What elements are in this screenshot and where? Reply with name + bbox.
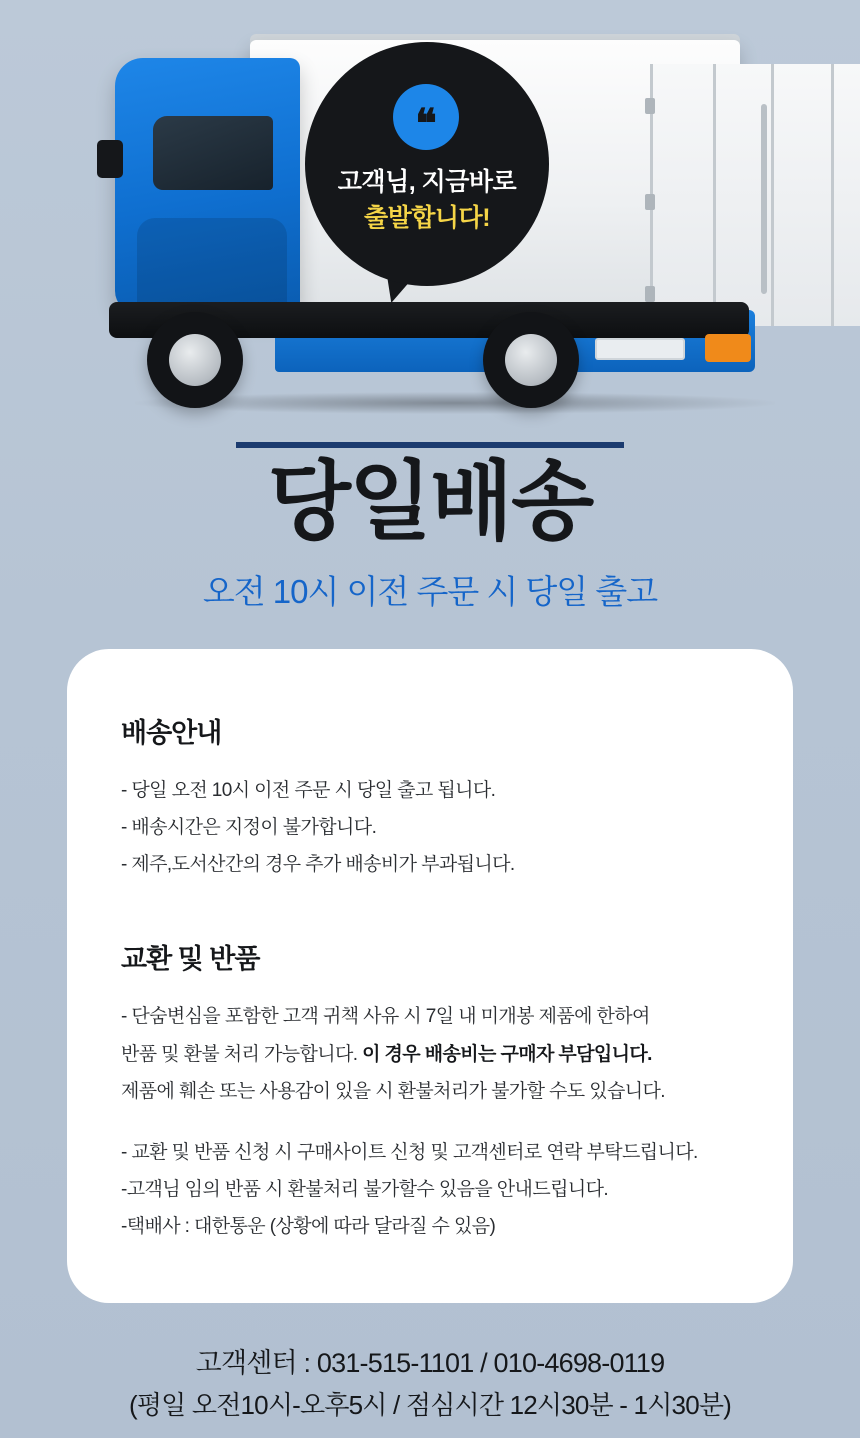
door-lock-bar <box>761 104 767 294</box>
tail-lamp-right <box>705 334 751 362</box>
door-hinge <box>645 98 655 114</box>
exchange-line-3: 제품에 훼손 또는 사용감이 있을 시 환불처리가 불가할 수도 있습니다. <box>121 1080 665 1102</box>
footer-contact <box>0 1343 860 1425</box>
shipping-line-1: - 당일 오전 10시 이전 주문 시 당일 출고 됩니다. <box>121 780 496 802</box>
windshield <box>153 116 273 190</box>
exchange-line-2-bold: 이 경우 배송비는 구매자 부담입니다. <box>362 1043 652 1065</box>
side-mirror <box>97 140 123 178</box>
exchange-line-5: -고객님 임의 반품 시 환불처리 불가할수 있음을 안내드립니다. <box>121 1178 609 1200</box>
shipping-line-2: - 배송시간은 지정이 불가합니다. <box>121 817 377 839</box>
info-card <box>67 649 793 1302</box>
door-seam <box>831 64 834 326</box>
page-subtitle: 오전 10시 이전 주문 시 당일 출고 <box>202 573 658 611</box>
exchange-line-1: - 단숨변심을 포함한 고객 귀책 사유 시 7일 내 미개봉 제품에 한하여 <box>121 1006 650 1028</box>
section-heading-shipping: 배송안내 <box>121 718 222 749</box>
page-title: 당일배송 <box>267 454 593 550</box>
paragraph-gap <box>121 1110 739 1134</box>
exchange-line-4: - 교환 및 반품 신청 시 구매사이트 신청 및 고객센터로 연락 부탁드립니다. <box>121 1141 698 1163</box>
exchange-line-2 <box>121 1036 739 1073</box>
title-rule <box>236 442 624 448</box>
door-seam <box>713 64 716 326</box>
front-wheel <box>147 312 243 408</box>
speech-bubble <box>305 42 549 286</box>
shipping-line-3: - 제주,도서산간의 경우 추가 배송비가 부과됩니다. <box>121 854 515 876</box>
bubble-text-line2: 출발합니다! <box>363 204 491 232</box>
delivery-truck-graphic <box>95 20 775 410</box>
cargo-rear-doors <box>650 64 860 326</box>
hero-illustration <box>0 0 860 430</box>
license-plate <box>595 338 685 360</box>
exchange-line-2-normal: 반품 및 환불 처리 가능합니다. <box>121 1043 363 1065</box>
customer-center-hours: (평일 오전10시-오후5시 / 점심시간 12시30분 - 1시30분) <box>128 1389 732 1420</box>
rear-wheel <box>483 312 579 408</box>
section-heading-exchange: 교환 및 반품 <box>121 944 260 975</box>
customer-center-phone: 고객센터 : 031-515-1101 / 010-4698-0119 <box>195 1347 665 1378</box>
truck-shadow <box>135 392 775 414</box>
door-seam <box>771 64 774 326</box>
quote-mark-icon <box>393 84 459 150</box>
truck-cab <box>115 58 300 313</box>
quote-glyph: ❝ <box>415 102 437 146</box>
bubble-text-line1: 고객님, 지금바로 <box>337 168 517 196</box>
door-hinge <box>645 286 655 302</box>
exchange-line-6: -택배사 : 대한통운 (상황에 따라 달라질 수 있음) <box>121 1215 496 1237</box>
door-hinge <box>645 194 655 210</box>
